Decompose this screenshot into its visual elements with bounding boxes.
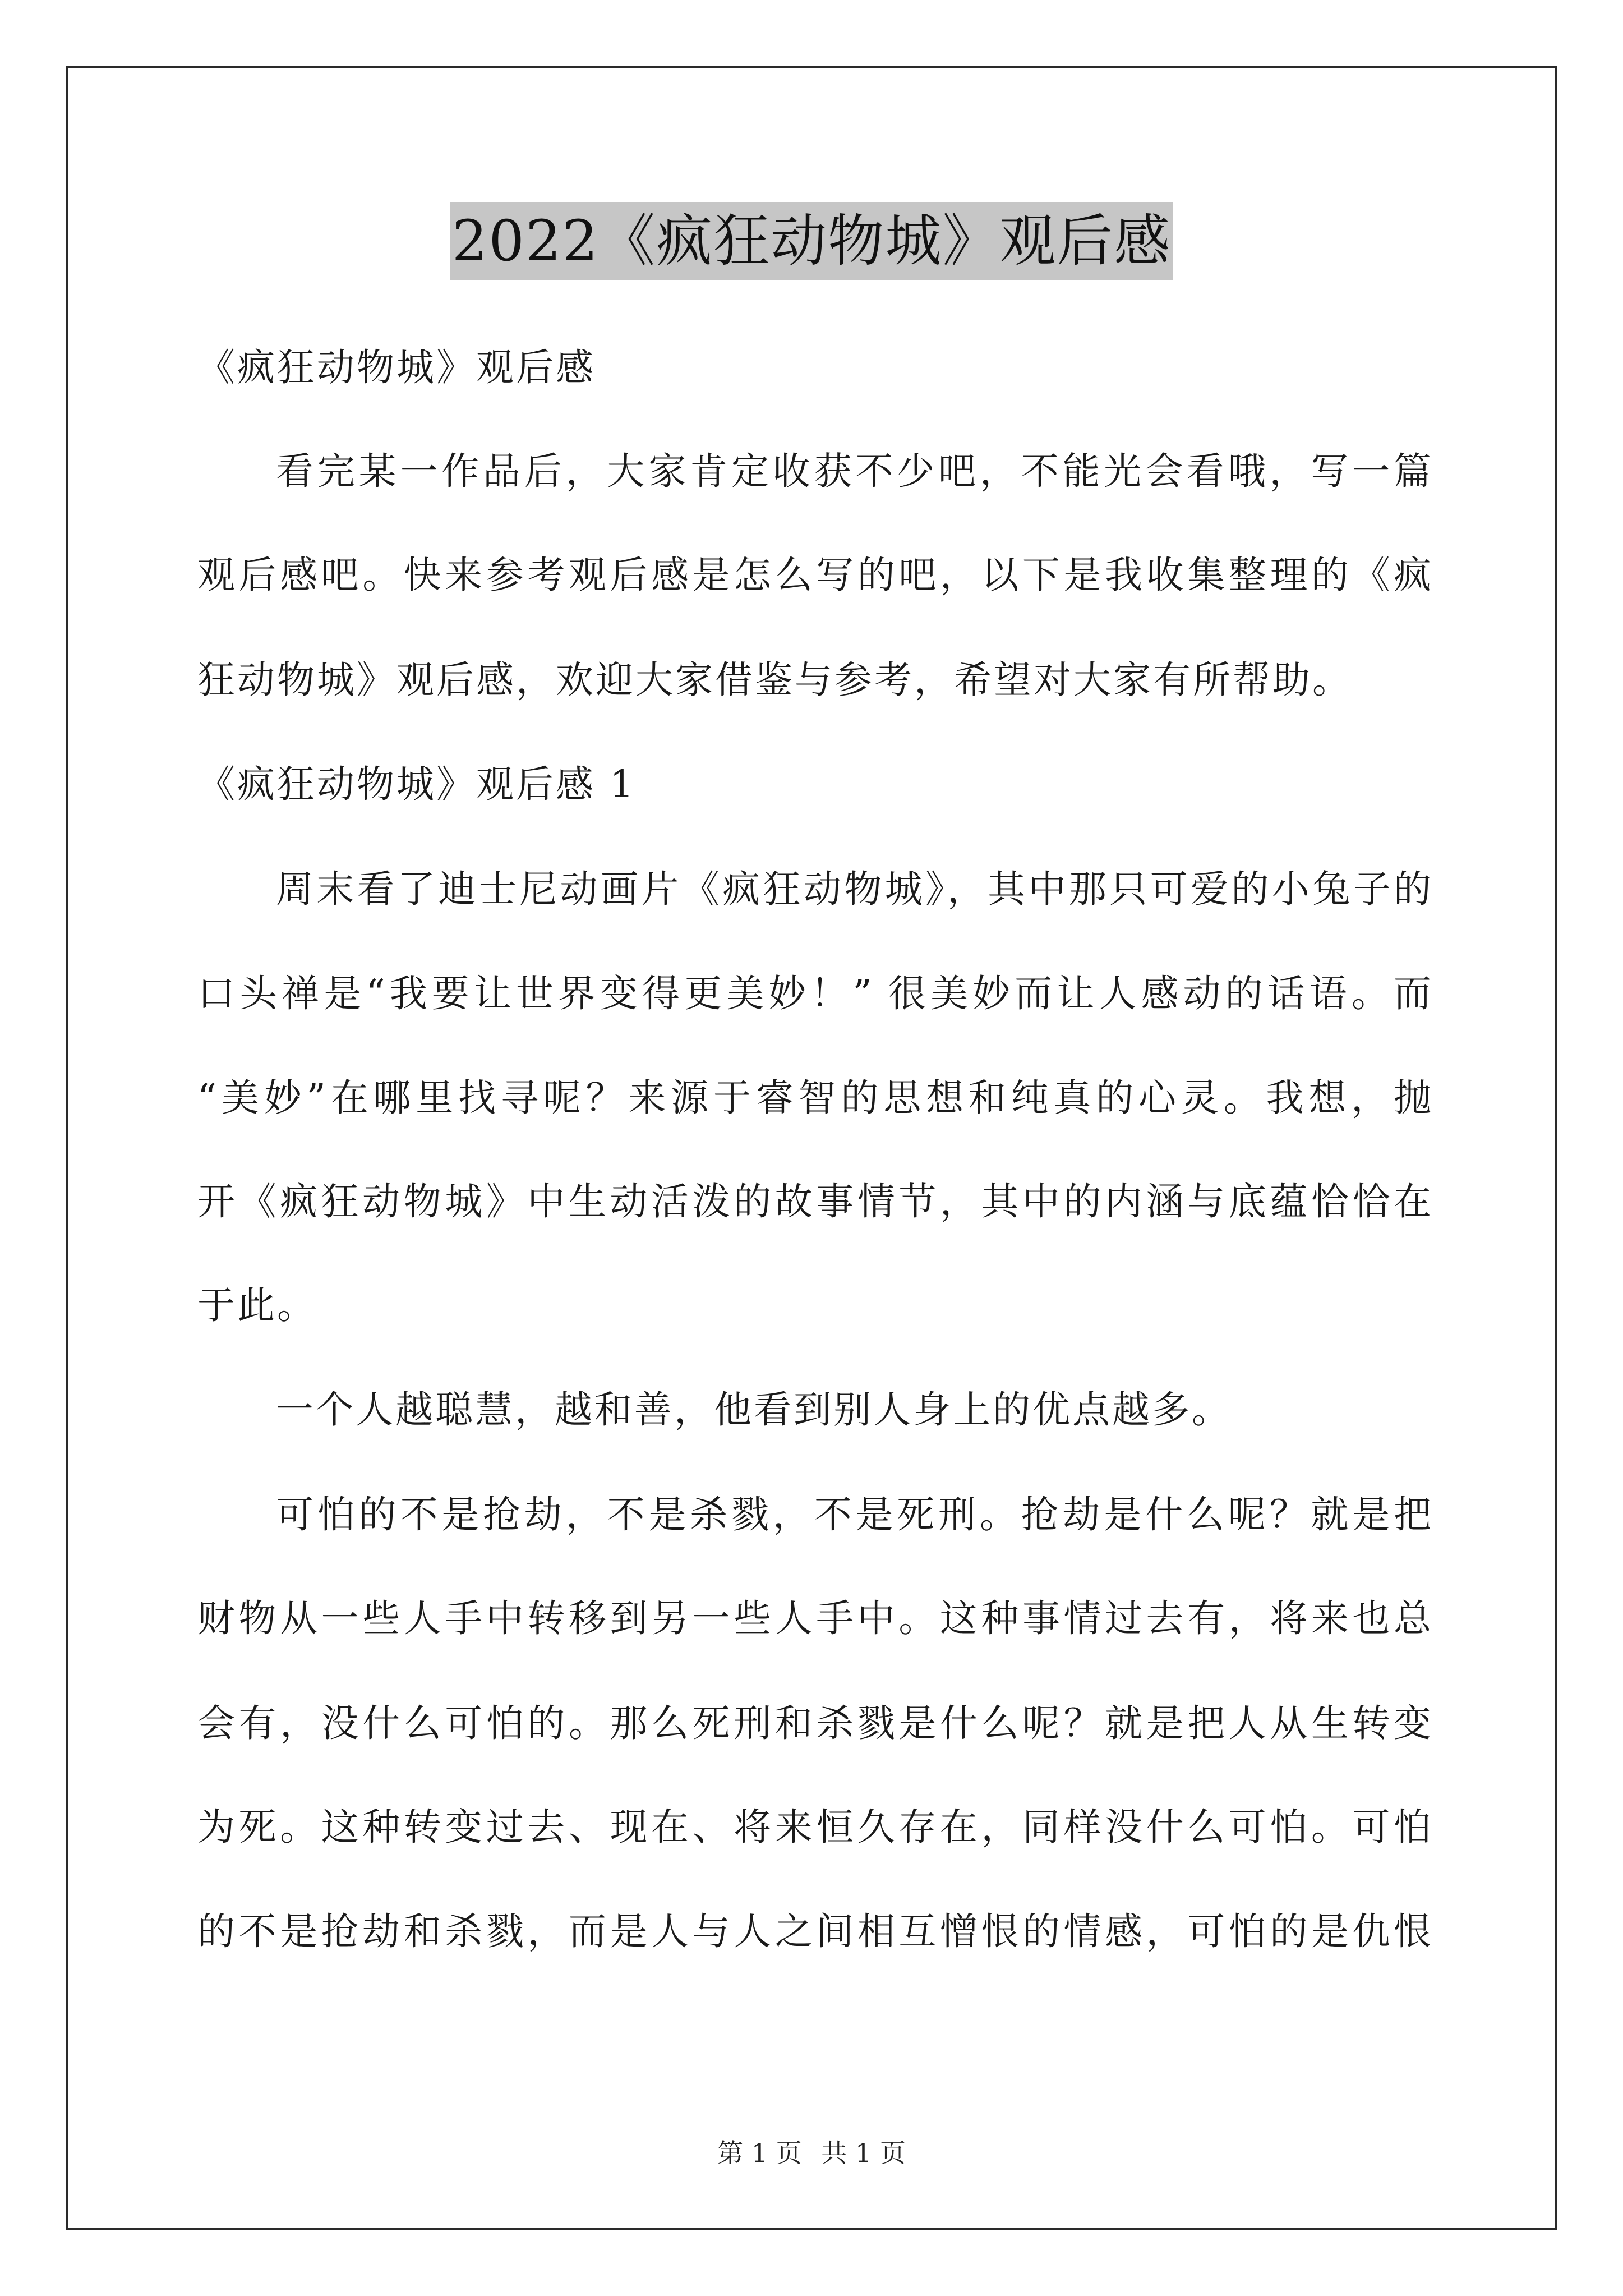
body-line: 的不是抢劫和杀戮，而是人与人之间相互憎恨的情感，可怕的是仇恨: [197, 1910, 1431, 1953]
body-line: 口头禅是“我要让世界变得更美妙！” 很美妙而让人感动的话语。而: [197, 972, 1431, 1015]
body-line: 周末看了迪士尼动画片《疯狂动物城》，其中那只可爱的小兔子的: [276, 867, 1431, 911]
body-line: 为死。这种转变过去、现在、将来恒久存在，同样没什么可怕。可怕: [197, 1805, 1431, 1849]
section-heading: 《疯狂动物城》观后感 1: [197, 762, 636, 806]
body-line: 财物从一些人手中转移到另一些人手中。这种事情过去有，将来也总: [197, 1596, 1431, 1640]
body-line: 于此。: [197, 1283, 317, 1327]
document-title: 2022《疯狂动物城》观后感: [450, 202, 1174, 280]
page-footer: [0, 2136, 1623, 2170]
page-number: 第 1 页: [717, 2138, 802, 2168]
section-heading: 《疯狂动物城》观后感: [197, 346, 596, 389]
body-line: “美妙”在哪里找寻呢？来源于睿智的思想和纯真的心灵。我想，抛: [197, 1076, 1431, 1120]
title-container: [0, 202, 1623, 280]
body-line: 观后感吧。快来参考观后感是怎么写的吧，以下是我收集整理的《疯: [197, 553, 1431, 597]
page-total: 共 1 页: [821, 2138, 906, 2168]
body-line: 会有，没什么可怕的。那么死刑和杀戮是什么呢？就是把人从生转变: [197, 1701, 1431, 1745]
body-line: 一个人越聪慧，越和善，他看到别人身上的优点越多。: [276, 1388, 1232, 1432]
body-line: 可怕的不是抢劫，不是杀戮，不是死刑。抢劫是什么呢？就是把: [276, 1493, 1431, 1536]
body-line: 看完某一作品后，大家肯定收获不少吧，不能光会看哦，写一篇: [276, 449, 1431, 493]
body-line: 狂动物城》观后感，欢迎大家借鉴与参考，希望对大家有所帮助。: [197, 658, 1352, 702]
body-line: 开《疯狂动物城》中生动活泼的故事情节，其中的内涵与底蕴恰恰在: [197, 1180, 1431, 1223]
